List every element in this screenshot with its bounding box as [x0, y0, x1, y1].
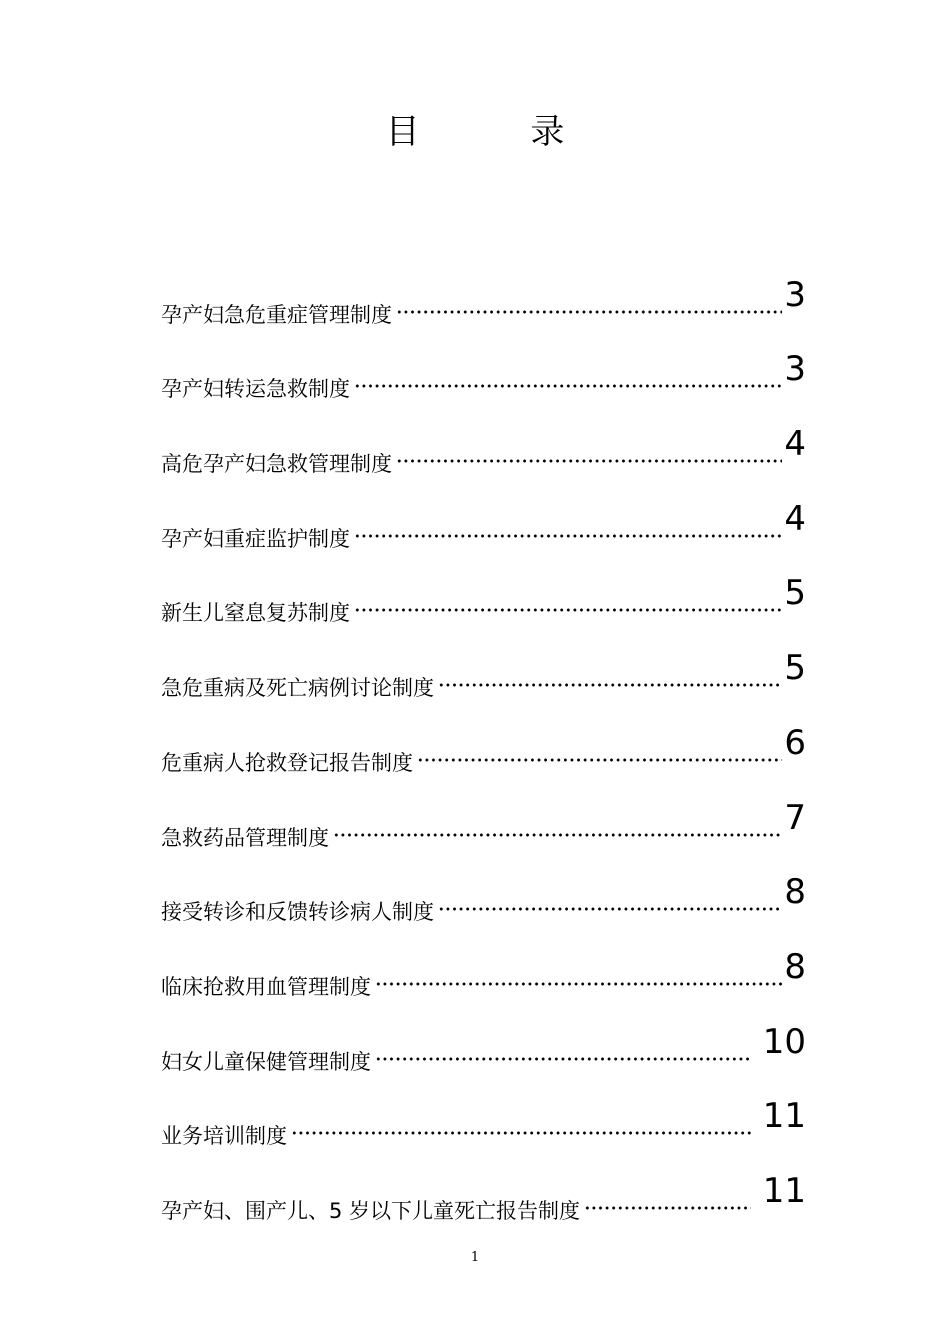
toc-entry-page: 4 [784, 498, 806, 539]
toc-leader-dots [375, 1036, 751, 1062]
toc-leader-dots [584, 1185, 751, 1211]
toc-leader-dots [417, 737, 782, 763]
toc-entry-label: 业务培训制度 [161, 1124, 287, 1149]
toc-entry-page: 11 [762, 1096, 806, 1137]
toc-entry-label: 孕产妇重症监护制度 [161, 526, 350, 551]
toc-entry-page: 4 [784, 424, 806, 465]
toc-entry-page: 5 [784, 573, 806, 614]
toc-leader-dots [354, 513, 782, 539]
toc-entry-label: 临床抢救用血管理制度 [161, 974, 371, 999]
toc-entry-page: 10 [762, 1021, 806, 1062]
toc-entry-label: 高危孕产妇急救管理制度 [161, 452, 392, 477]
toc-entry-label: 接受转诊和反馈转诊病人制度 [161, 900, 434, 925]
toc-entry-page: 11 [762, 1170, 806, 1211]
toc-leader-dots [354, 363, 782, 389]
toc-entry[interactable] [161, 262, 806, 337]
toc-entry[interactable] [161, 561, 806, 636]
toc-leader-dots [354, 587, 782, 613]
toc-entry-label: 急救药品管理制度 [161, 825, 329, 850]
toc-entry[interactable] [161, 785, 806, 860]
toc-entry-page: 6 [784, 722, 806, 763]
toc-leader-dots [333, 812, 782, 838]
toc-entry[interactable] [161, 710, 806, 785]
toc-entry-label: 急危重病及死亡病例讨论制度 [161, 676, 434, 701]
footer-page-number: 1 [470, 1250, 480, 1265]
toc-entry[interactable] [161, 934, 806, 1009]
toc-entry-page: 8 [784, 872, 806, 913]
toc-entry-label: 孕产妇转运急救制度 [161, 377, 350, 402]
toc-entry-page: 7 [784, 797, 806, 838]
toc-entry-page: 3 [784, 349, 806, 390]
table-of-contents [161, 262, 806, 1233]
toc-entry-label: 妇女儿童保健管理制度 [161, 1049, 371, 1074]
toc-entry-label: 危重病人抢救登记报告制度 [161, 750, 413, 775]
toc-entry[interactable] [161, 337, 806, 412]
toc-entry[interactable] [161, 486, 806, 561]
toc-entry-page: 5 [784, 648, 806, 689]
toc-leader-dots [375, 961, 782, 987]
toc-entry-page: 8 [784, 946, 806, 987]
toc-entry[interactable] [161, 1009, 806, 1084]
toc-leader-dots [396, 438, 782, 464]
toc-entry[interactable] [161, 860, 806, 935]
toc-leader-dots [396, 289, 782, 315]
toc-entry[interactable] [161, 1158, 806, 1233]
toc-entry[interactable] [161, 1084, 806, 1159]
toc-leader-dots [291, 1110, 751, 1136]
toc-entry-label: 新生儿窒息复苏制度 [161, 601, 350, 626]
toc-entry-label: 孕产妇、围产儿、5 岁以下儿童死亡报告制度 [161, 1198, 581, 1223]
toc-entry[interactable] [161, 411, 806, 486]
toc-entry-label: 孕产妇急危重症管理制度 [161, 302, 392, 327]
toc-entry[interactable] [161, 635, 806, 710]
toc-leader-dots [438, 662, 782, 688]
toc-leader-dots [438, 886, 782, 912]
toc-entry-page: 3 [784, 274, 806, 315]
page-title: 目 录 [385, 112, 615, 152]
